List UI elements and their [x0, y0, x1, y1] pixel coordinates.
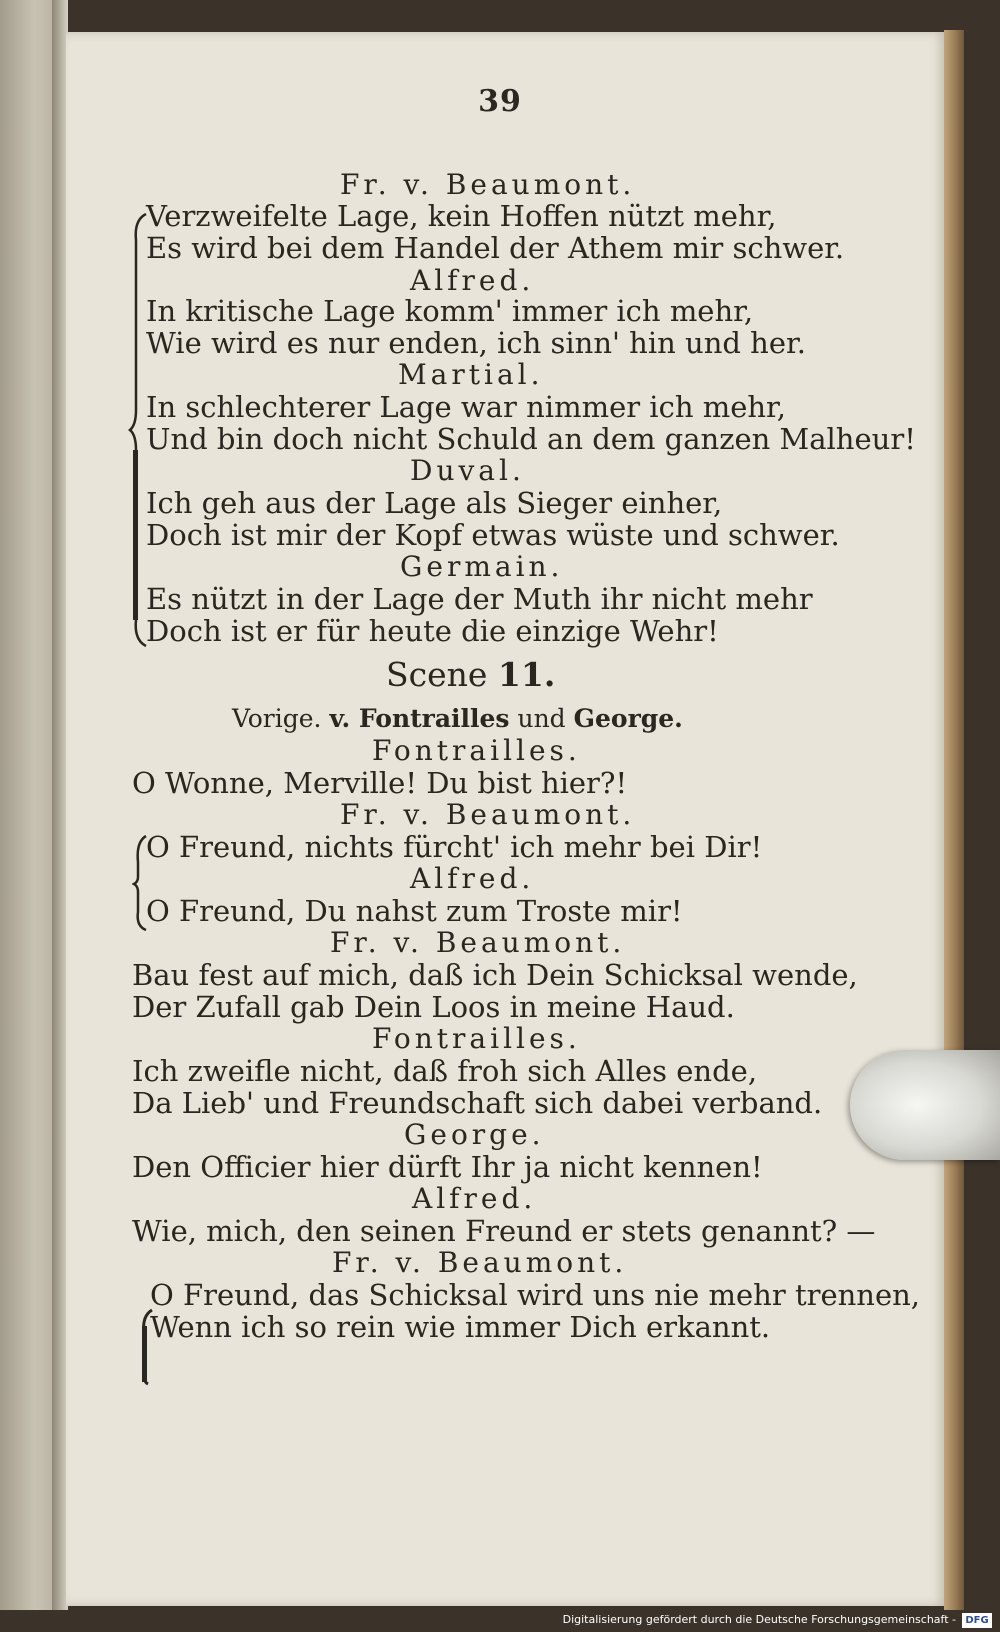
verse-line: Bau fest auf mich, daß ich Dein Schicksal wende, [132, 958, 858, 992]
brace-left-1 [128, 210, 148, 650]
verse-line: Den Officier hier dürft Ihr ja nicht kennen! [132, 1150, 763, 1184]
verse-line: Ich zweifle nicht, daß froh sich Alles ende, [132, 1054, 758, 1088]
speaker-name: Fr. v. Beaumont. [330, 926, 626, 959]
cast-names: v. Fontrailles [329, 704, 510, 733]
page-edge [944, 30, 964, 1610]
verse-line: In schlechterer Lage war nimmer ich mehr, [146, 390, 786, 424]
footer-credit: Digitalisierung gefördert durch die Deutsche Forschungsgemeinschaft - [562, 1613, 956, 1626]
scene-heading [386, 655, 556, 694]
speaker-name: Alfred. [410, 264, 535, 297]
verse-line: Es nützt in der Lage der Muth ihr nicht mehr [146, 582, 813, 616]
verse-line: Der Zufall gab Dein Loos in meine Haud. [132, 990, 735, 1024]
verse-line: O Freund, das Schicksal wird uns nie mehr trennen, [150, 1278, 921, 1312]
scene-label: Scene [386, 655, 488, 694]
speaker-name: Martial. [398, 358, 544, 391]
speaker-name: Fontrailles. [372, 1022, 581, 1055]
cast-line [232, 702, 683, 736]
speaker-name: Alfred. [412, 1182, 537, 1215]
dfg-logo: DFG [962, 1613, 992, 1628]
speaker-name: Fr. v. Beaumont. [332, 1246, 628, 1279]
page-number: 39 [478, 84, 522, 119]
verse-line: Verzweifelte Lage, kein Hoffen nützt mehr, [146, 199, 777, 233]
brace-left-3 [138, 1306, 154, 1386]
verse-line: O Freund, nichts fürcht' ich mehr bei Dir! [146, 830, 763, 864]
speaker-name: Fontrailles. [372, 734, 581, 767]
page-clip [850, 1050, 1000, 1160]
cast-last: George. [573, 704, 683, 733]
left-page-edge [0, 0, 58, 1610]
speaker-name: Fr. v. Beaumont. [340, 168, 636, 201]
verse-line: O Wonne, Merville! Du bist hier?! [132, 766, 628, 800]
verse-line: Ich geh aus der Lage als Sieger einher, [146, 486, 723, 520]
verse-line: O Freund, Du nahst zum Troste mir! [146, 894, 683, 928]
cast-und: und [517, 704, 566, 733]
verse-line: Wenn ich so rein wie immer Dich erkannt. [150, 1310, 771, 1344]
speaker-name: George. [404, 1118, 545, 1151]
verse-line: In kritische Lage komm' immer ich mehr, [146, 294, 754, 328]
cast-prefix: Vorige. [232, 704, 322, 733]
verse-line: Doch ist mir der Kopf etwas wüste und schwer. [146, 518, 840, 552]
speaker-name: Alfred. [410, 862, 535, 895]
verse-line: Da Lieb' und Freundschaft sich dabei verband. [132, 1086, 823, 1120]
footer-bar [0, 1610, 1000, 1632]
brace-left-2 [132, 832, 148, 932]
scene-number: 11. [497, 655, 556, 694]
speaker-name: Germain. [400, 550, 564, 583]
verse-line: Und bin doch nicht Schuld an dem ganzen Malheur! [146, 422, 916, 456]
verse-line: Doch ist er für heute die einzige Wehr! [146, 614, 719, 648]
verse-line: Es wird bei dem Handel der Athem mir schwer. [146, 231, 845, 265]
verse-line: Wie wird es nur enden, ich sinn' hin und her. [146, 326, 806, 360]
speaker-name: Duval. [410, 454, 525, 487]
verse-line: Wie, mich, den seinen Freund er stets genannt? — [132, 1214, 876, 1248]
speaker-name: Fr. v. Beaumont. [340, 798, 636, 831]
